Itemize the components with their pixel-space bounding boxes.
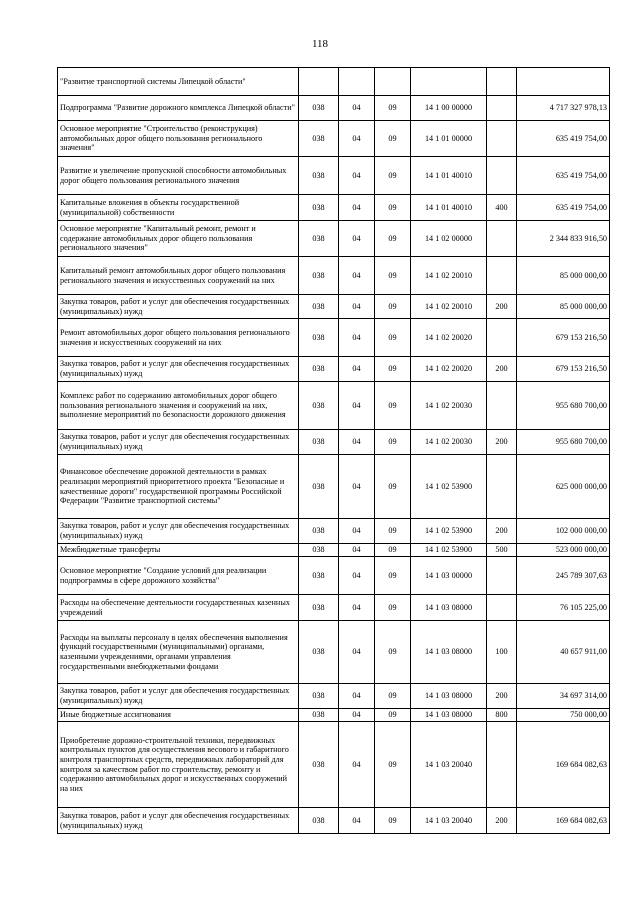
section-code: 04 — [339, 195, 375, 221]
row-name: Приобретение дорожно-строительной техники, передвижных контрольных пунктов для осуществления весового и габаритного контроля транспортных средств, передвижных лабораторий для контроля за качеством работ по строительству, ремонту и содержанию автомобильных дорог и искусственных сооружений на них — [58, 722, 299, 808]
expense-code: 200 — [487, 430, 517, 455]
target-code: 14 1 02 20010 — [411, 295, 487, 319]
table-row — [58, 121, 610, 157]
ministry-code: 038 — [299, 357, 339, 382]
subsection-code: 09 — [375, 295, 411, 319]
ministry-code — [299, 68, 339, 96]
expense-code — [487, 96, 517, 121]
ministry-code: 038 — [299, 295, 339, 319]
target-code: 14 1 03 20040 — [411, 808, 487, 834]
section-code: 04 — [339, 295, 375, 319]
expense-code: 200 — [487, 357, 517, 382]
amount: 635 419 754,00 — [517, 195, 610, 221]
amount: 245 789 307,63 — [517, 557, 610, 595]
section-code: 04 — [339, 709, 375, 722]
ministry-code: 038 — [299, 455, 339, 519]
amount: 169 684 082,63 — [517, 808, 610, 834]
ministry-code: 038 — [299, 722, 339, 808]
section-code: 04 — [339, 621, 375, 684]
target-code: 14 1 00 00000 — [411, 96, 487, 121]
amount: 635 419 754,00 — [517, 121, 610, 157]
target-code: 14 1 02 53900 — [411, 455, 487, 519]
expense-code — [487, 319, 517, 357]
table-row — [58, 157, 610, 195]
target-code: 14 1 01 40010 — [411, 195, 487, 221]
section-code — [339, 68, 375, 96]
row-name: Расходы на обеспечение деятельности государственных казенных учреждений — [58, 595, 299, 621]
row-name: Закупка товаров, работ и услуг для обеспечения государственных (муниципальных) нужд — [58, 684, 299, 709]
row-name: Закупка товаров, работ и услуг для обеспечения государственных (муниципальных) нужд — [58, 295, 299, 319]
target-code: 14 1 03 08000 — [411, 709, 487, 722]
expense-code: 200 — [487, 684, 517, 709]
subsection-code: 09 — [375, 430, 411, 455]
ministry-code: 038 — [299, 519, 339, 544]
row-name: Финансовое обеспечение дорожной деятельности в рамках реализации мероприятий приоритетного проекта "Безопасные и качественные дороги" государственной программы Российской Федерации "Развитие транспортной системы" — [58, 455, 299, 519]
target-code: 14 1 03 08000 — [411, 684, 487, 709]
ministry-code: 038 — [299, 195, 339, 221]
expense-code — [487, 455, 517, 519]
subsection-code: 09 — [375, 319, 411, 357]
target-code: 14 1 02 20020 — [411, 319, 487, 357]
target-code: 14 1 03 08000 — [411, 595, 487, 621]
amount: 102 000 000,00 — [517, 519, 610, 544]
subsection-code: 09 — [375, 709, 411, 722]
row-name: Закупка товаров, работ и услуг для обеспечения государственных (муниципальных) нужд — [58, 357, 299, 382]
expense-code: 400 — [487, 195, 517, 221]
section-code: 04 — [339, 121, 375, 157]
ministry-code: 038 — [299, 257, 339, 295]
ministry-code: 038 — [299, 709, 339, 722]
table-row — [58, 221, 610, 257]
table-row — [58, 544, 610, 557]
ministry-code: 038 — [299, 157, 339, 195]
ministry-code: 038 — [299, 595, 339, 621]
ministry-code: 038 — [299, 684, 339, 709]
subsection-code: 09 — [375, 595, 411, 621]
amount: 625 000 000,00 — [517, 455, 610, 519]
target-code: 14 1 03 20040 — [411, 722, 487, 808]
target-code: 14 1 02 20030 — [411, 430, 487, 455]
row-name: Основное мероприятие "Создание условий для реализации подпрограммы в сфере дорожного хозяйства" — [58, 557, 299, 595]
expense-code — [487, 221, 517, 257]
section-code: 04 — [339, 544, 375, 557]
row-name: Расходы на выплаты персоналу в целях обеспечения выполнения функций государственными (муниципальными) органами, казенными учреждениями, органами управления государственными внебюджетными фондами — [58, 621, 299, 684]
subsection-code: 09 — [375, 557, 411, 595]
expense-code — [487, 382, 517, 430]
subsection-code: 09 — [375, 455, 411, 519]
table-row — [58, 319, 610, 357]
ministry-code: 038 — [299, 319, 339, 357]
table-row — [58, 621, 610, 684]
expense-code — [487, 121, 517, 157]
subsection-code: 09 — [375, 684, 411, 709]
section-code: 04 — [339, 455, 375, 519]
amount: 85 000 000,00 — [517, 257, 610, 295]
expense-code — [487, 722, 517, 808]
target-code: 14 1 03 00000 — [411, 557, 487, 595]
table-row — [58, 808, 610, 834]
table-row — [58, 382, 610, 430]
subsection-code: 09 — [375, 221, 411, 257]
expense-code: 100 — [487, 621, 517, 684]
table-row — [58, 430, 610, 455]
subsection-code: 09 — [375, 157, 411, 195]
subsection-code: 09 — [375, 621, 411, 684]
section-code: 04 — [339, 808, 375, 834]
row-name: "Развитие транспортной системы Липецкой области" — [58, 68, 299, 96]
table-row — [58, 195, 610, 221]
amount: 2 344 833 916,50 — [517, 221, 610, 257]
row-name: Комплекс работ по содержанию автомобильных дорог общего пользования регионального значения и сооружений на них, выполнение мероприятий по безопасности дорожного движения — [58, 382, 299, 430]
subsection-code: 09 — [375, 722, 411, 808]
expense-code: 200 — [487, 295, 517, 319]
amount — [517, 68, 610, 96]
ministry-code: 038 — [299, 430, 339, 455]
table-row — [58, 295, 610, 319]
target-code — [411, 68, 487, 96]
table-row — [58, 455, 610, 519]
ministry-code: 038 — [299, 544, 339, 557]
target-code: 14 1 02 53900 — [411, 519, 487, 544]
row-name: Капитальный ремонт автомобильных дорог общего пользования регионального значения и искусственных сооружений на них — [58, 257, 299, 295]
section-code: 04 — [339, 595, 375, 621]
table-row — [58, 96, 610, 121]
section-code: 04 — [339, 382, 375, 430]
row-name: Подпрограмма "Развитие дорожного комплекса Липецкой области" — [58, 96, 299, 121]
amount: 4 717 327 978,13 — [517, 96, 610, 121]
amount: 635 419 754,00 — [517, 157, 610, 195]
row-name: Капитальные вложения в объекты государственной (муниципальной) собственности — [58, 195, 299, 221]
table-row — [58, 68, 610, 96]
subsection-code: 09 — [375, 121, 411, 157]
subsection-code: 09 — [375, 357, 411, 382]
section-code: 04 — [339, 557, 375, 595]
subsection-code — [375, 68, 411, 96]
expense-code: 500 — [487, 544, 517, 557]
amount: 76 105 225,00 — [517, 595, 610, 621]
target-code: 14 1 02 00000 — [411, 221, 487, 257]
ministry-code: 038 — [299, 121, 339, 157]
target-code: 14 1 01 00000 — [411, 121, 487, 157]
expense-code: 200 — [487, 808, 517, 834]
subsection-code: 09 — [375, 544, 411, 557]
row-name: Основное мероприятие "Капитальный ремонт, ремонт и содержание автомобильных дорог общего пользования регионального значения" — [58, 221, 299, 257]
section-code: 04 — [339, 684, 375, 709]
row-name: Закупка товаров, работ и услуг для обеспечения государственных (муниципальных) нужд — [58, 430, 299, 455]
table-row — [58, 257, 610, 295]
table-row — [58, 595, 610, 621]
section-code: 04 — [339, 722, 375, 808]
target-code: 14 1 02 20030 — [411, 382, 487, 430]
table-row — [58, 357, 610, 382]
row-name: Закупка товаров, работ и услуг для обеспечения государственных (муниципальных) нужд — [58, 808, 299, 834]
ministry-code: 038 — [299, 557, 339, 595]
section-code: 04 — [339, 221, 375, 257]
expense-code — [487, 557, 517, 595]
subsection-code: 09 — [375, 195, 411, 221]
expense-code — [487, 157, 517, 195]
section-code: 04 — [339, 257, 375, 295]
expense-code — [487, 68, 517, 96]
target-code: 14 1 02 20020 — [411, 357, 487, 382]
section-code: 04 — [339, 357, 375, 382]
expense-code — [487, 595, 517, 621]
section-code: 04 — [339, 96, 375, 121]
row-name: Межбюджетные трансферты — [58, 544, 299, 557]
expense-code: 200 — [487, 519, 517, 544]
row-name: Развитие и увеличение пропускной способности автомобильных дорог общего пользования регионального значения — [58, 157, 299, 195]
ministry-code: 038 — [299, 96, 339, 121]
amount: 679 153 216,50 — [517, 357, 610, 382]
amount: 169 684 082,63 — [517, 722, 610, 808]
ministry-code: 038 — [299, 221, 339, 257]
page-number: 118 — [311, 38, 329, 50]
subsection-code: 09 — [375, 96, 411, 121]
table-row — [58, 557, 610, 595]
ministry-code: 038 — [299, 621, 339, 684]
ministry-code: 038 — [299, 808, 339, 834]
section-code: 04 — [339, 519, 375, 544]
section-code: 04 — [339, 430, 375, 455]
amount: 955 680 700,00 — [517, 430, 610, 455]
amount: 523 000 000,00 — [517, 544, 610, 557]
target-code: 14 1 03 08000 — [411, 621, 487, 684]
ministry-code: 038 — [299, 382, 339, 430]
table-row — [58, 709, 610, 722]
budget-table — [57, 67, 610, 834]
target-code: 14 1 02 20010 — [411, 257, 487, 295]
subsection-code: 09 — [375, 519, 411, 544]
table-row — [58, 519, 610, 544]
amount: 750 000,00 — [517, 709, 610, 722]
row-name: Основное мероприятие "Строительство (реконструкция) автомобильных дорог общего пользования регионального значения" — [58, 121, 299, 157]
expense-code — [487, 257, 517, 295]
target-code: 14 1 01 40010 — [411, 157, 487, 195]
amount: 40 657 911,00 — [517, 621, 610, 684]
section-code: 04 — [339, 319, 375, 357]
target-code: 14 1 02 53900 — [411, 544, 487, 557]
expense-code: 800 — [487, 709, 517, 722]
subsection-code: 09 — [375, 808, 411, 834]
subsection-code: 09 — [375, 257, 411, 295]
amount: 955 680 700,00 — [517, 382, 610, 430]
table-row — [58, 684, 610, 709]
amount: 34 697 314,00 — [517, 684, 610, 709]
row-name: Закупка товаров, работ и услуг для обеспечения государственных (муниципальных) нужд — [58, 519, 299, 544]
amount: 85 000 000,00 — [517, 295, 610, 319]
amount: 679 153 216,50 — [517, 319, 610, 357]
subsection-code: 09 — [375, 382, 411, 430]
section-code: 04 — [339, 157, 375, 195]
row-name: Иные бюджетные ассигнования — [58, 709, 299, 722]
row-name: Ремонт автомобильных дорог общего пользования регионального значения и искусственных сооружений на них — [58, 319, 299, 357]
table-row — [58, 722, 610, 808]
